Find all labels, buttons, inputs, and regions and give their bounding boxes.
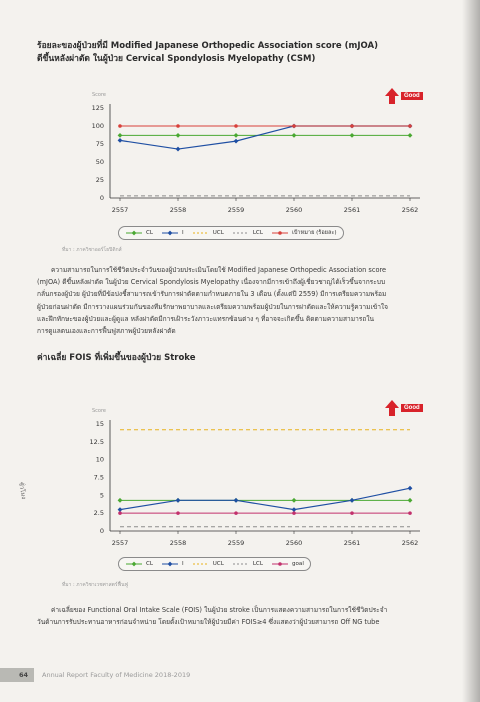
series-point-cl xyxy=(292,133,297,138)
series-line-i xyxy=(120,488,410,509)
y-tick-label: 5 xyxy=(99,491,104,500)
para1-line: การดูแลตนเองและการฟื้นฟูสภาพผู้ป่วยหลังผ่าตัด xyxy=(37,327,176,336)
legend-label: goal xyxy=(291,561,304,567)
series-point-i xyxy=(176,147,181,152)
legend-item-cl xyxy=(125,230,153,236)
legend-item-i xyxy=(161,561,184,567)
legend-swatch-ucl xyxy=(192,561,210,567)
legend-item-goal xyxy=(271,561,304,567)
y-axis-label: Score xyxy=(92,408,107,414)
series-point-i xyxy=(408,486,413,491)
series-point-cl xyxy=(292,498,297,503)
series-point-cl xyxy=(234,133,239,138)
y-tick-label: 7.5 xyxy=(93,473,104,482)
y-tick-label: 2.5 xyxy=(93,509,104,518)
para1-line: ผู้ป่วยก่อนผ่าตัด มีการวางแผนร่วมกันของทีมรักษาพยาบาลและเตรียมความพร้อมผู้ป่วยในการผ่าตัดและให้ความรู้ความเข้าใจ xyxy=(37,302,389,311)
x-tick-label: 2562 xyxy=(401,539,419,547)
up-arrow-icon xyxy=(385,88,399,104)
legend-label: CL xyxy=(146,230,154,236)
legend-swatch-cl xyxy=(125,230,143,236)
series-point-target xyxy=(292,124,296,128)
legend-swatch-target xyxy=(271,230,289,236)
x-tick-label: 2561 xyxy=(343,539,361,547)
series-point-target xyxy=(408,124,412,128)
series-point-target xyxy=(234,124,238,128)
chart2-heading: ค่าเฉลี่ย FOIS ที่เพิ่มขึ้นของผู้ป่วย Stroke xyxy=(37,353,196,363)
legend-swatch-i xyxy=(161,230,179,236)
y-tick-label: 15 xyxy=(95,420,104,428)
series-point-cl xyxy=(408,498,413,503)
chart2-source: ที่มา : ภาควิชาเวชศาสตร์ฟื้นฟู xyxy=(62,582,129,588)
x-tick-label: 2562 xyxy=(401,206,419,214)
series-point-i xyxy=(234,139,239,144)
legend-label: UCL xyxy=(212,561,224,567)
page-number: 64 xyxy=(0,668,34,682)
legend-label: เป้าหมาย (ร้อยละ) xyxy=(291,230,337,236)
legend-item-target xyxy=(271,229,337,237)
legend-label: LCL xyxy=(252,561,263,567)
x-tick-label: 2559 xyxy=(227,539,245,547)
y-tick-label: 12.5 xyxy=(89,437,104,446)
series-point-goal xyxy=(118,511,122,515)
legend-label: I xyxy=(182,561,184,567)
series-point-target xyxy=(118,124,122,128)
series-point-cl xyxy=(118,498,123,503)
legend-swatch-lcl xyxy=(232,561,250,567)
series-point-target xyxy=(350,124,354,128)
chart1-heading-line1: ร้อยละของผู้ป่วยที่มี Modified Japanese Orthopedic Association score (mJOA) xyxy=(37,41,378,51)
chart1-legend xyxy=(118,226,344,240)
series-point-i xyxy=(292,507,297,512)
series-point-goal xyxy=(292,511,296,515)
y-tick-label: 0 xyxy=(99,194,104,202)
series-line-i xyxy=(120,126,410,149)
para1-line: (mJOA) ดีขึ้นหลังผ่าตัด ในผู้ป่วย Cervical Spondylosis Myelopathy เนื่องจากมีการเข้าถึงผู้เชี่ยวชาญได้เร็วขึ้นจากระบบ xyxy=(37,278,386,287)
chart1-heading-line2: ดีขึ้นหลังผ่าตัด ในผู้ป่วย Cervical Spondylosis Myelopathy (CSM) xyxy=(37,54,316,64)
mjoa-paragraph xyxy=(37,264,449,337)
y-axis-label: Score xyxy=(92,92,107,98)
legend-item-ucl xyxy=(192,230,224,236)
series-point-cl xyxy=(408,133,413,138)
legend-label: I xyxy=(182,230,184,236)
series-point-goal xyxy=(234,511,238,515)
y-tick-label: 10 xyxy=(95,455,104,464)
legend-label: LCL xyxy=(252,230,263,236)
chart1-source: ที่มา : ภาควิชาออร์โธปิดิกส์ xyxy=(62,247,122,253)
legend-swatch-goal xyxy=(271,561,289,567)
x-tick-label: 2559 xyxy=(227,206,245,214)
legend-swatch-ucl xyxy=(192,230,210,236)
x-tick-label: 2558 xyxy=(169,206,187,214)
series-point-target xyxy=(176,124,180,128)
chart2-good-badge xyxy=(385,400,423,416)
series-point-i xyxy=(350,498,355,503)
para1-line: ความสามารถในการใช้ชีวิตประจำวันของผู้ป่วยประเมินโดยใช้ Modified Japanese Orthopedic Association score xyxy=(51,266,387,274)
legend-swatch-i xyxy=(161,561,179,567)
y-tick-label: 100 xyxy=(91,122,104,130)
y-tick-label: 25 xyxy=(95,176,104,184)
para2-line: วันด้านการรับประทานอาหารก่อนจำหน่าย โดยตั้งเป้าหมายให้ผู้ป่วยมีค่า FOIS≥4 ซึ่งแสดงว่าผู้ป่วยสามารถ Off NG tube xyxy=(37,618,380,627)
legend-swatch-lcl xyxy=(232,230,250,236)
para2-line: ค่าเฉลี่ยของ Functional Oral Intake Scale (FOIS) ในผู้ป่วย stroke เป็นการแสดงความสามารถในการใช้ชีวิตประจำ xyxy=(51,606,388,614)
para1-line: และฝึกทักษะของผู้ป่วยและผู้ดูแล หลังผ่าตัดมีการเฝ้าระวังภาวะแทรกซ้อนต่าง ๆ ที่อาจจะเกิดขึ้น ติดตามความสามารถใน xyxy=(37,314,375,323)
good-label: Good xyxy=(401,92,423,100)
page-edge-shadow xyxy=(462,0,480,702)
legend-item-cl xyxy=(125,561,153,567)
chart1-good-badge xyxy=(385,88,423,104)
series-point-cl xyxy=(118,133,123,138)
series-point-goal xyxy=(176,511,180,515)
series-point-i xyxy=(118,138,123,143)
legend-item-ucl xyxy=(192,561,224,567)
series-point-goal xyxy=(350,511,354,515)
y-tick-label: 50 xyxy=(95,158,104,166)
series-point-cl xyxy=(176,133,181,138)
x-tick-label: 2558 xyxy=(169,539,187,547)
good-label: Good xyxy=(401,404,423,412)
footer-title: Annual Report Faculty of Medicine 2018-2019 xyxy=(42,671,191,679)
para1-line: กลั่นกรองผู้ป่วย ผู้ป่วยที่มีข้อบ่งชี้สามารถเข้ารับการผ่าตัดตามกำหนดภายใน 3 เดือน (ตั้งแต่ปี 2559) มีการเตรียมความพร้อม xyxy=(37,290,387,299)
x-tick-label: 2557 xyxy=(111,206,129,214)
series-point-i xyxy=(234,498,239,503)
x-tick-label: 2560 xyxy=(285,206,303,214)
margin-note: ชั่วโมง xyxy=(17,481,28,500)
y-tick-label: 75 xyxy=(95,140,104,148)
y-tick-label: 0 xyxy=(99,527,104,535)
legend-item-lcl xyxy=(232,561,263,567)
legend-item-lcl xyxy=(232,230,263,236)
up-arrow-icon xyxy=(385,400,399,416)
y-tick-label: 125 xyxy=(91,104,104,112)
x-tick-label: 2561 xyxy=(343,206,361,214)
series-point-i xyxy=(176,498,181,503)
series-point-goal xyxy=(408,511,412,515)
page-footer xyxy=(0,668,462,682)
fois-paragraph xyxy=(37,604,449,628)
legend-label: UCL xyxy=(212,230,224,236)
legend-label: CL xyxy=(146,561,154,567)
chart2-legend xyxy=(118,557,311,571)
x-tick-label: 2557 xyxy=(111,539,129,547)
x-tick-label: 2560 xyxy=(285,539,303,547)
series-point-cl xyxy=(350,133,355,138)
legend-swatch-cl xyxy=(125,561,143,567)
series-point-i xyxy=(118,507,123,512)
legend-item-i xyxy=(161,230,184,236)
